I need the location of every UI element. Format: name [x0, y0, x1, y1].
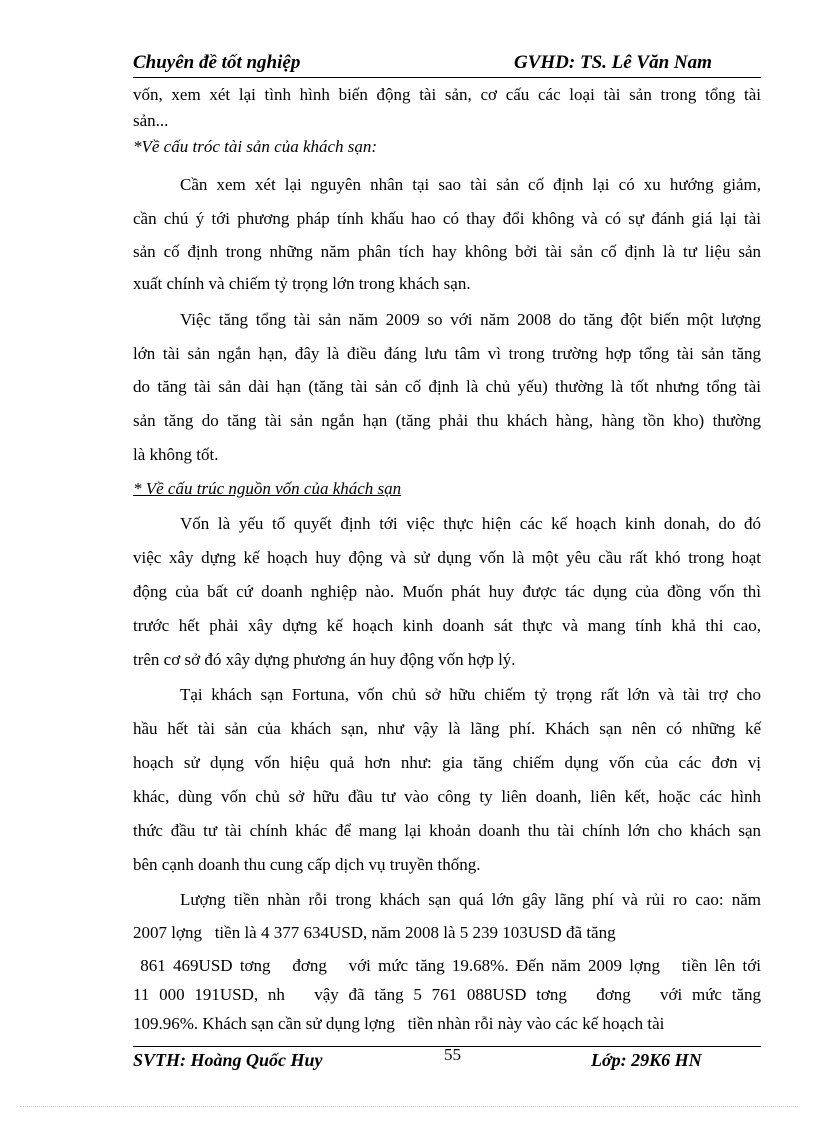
body-line: là không tốt.: [133, 445, 219, 464]
footer-student: SVTH: Hoàng Quốc Huy: [133, 1050, 323, 1070]
body-line: cần chú ý tới phương pháp tính khấu hao có thay đổi không và có sự đánh giá lại tài: [133, 209, 761, 228]
footer-class: Lớp: 29K6 HN: [591, 1050, 702, 1070]
body-line: Lượng tiền nhàn rỗi trong khách sạn quá lớn gây lãng phí và rủi ro cao: năm: [180, 890, 761, 909]
page-bottom-dotted-border: [20, 1106, 796, 1107]
body-line: việc xây dựng kế hoạch huy động và sử dụng vốn là một yêu cầu rất khó trong hoạt: [133, 548, 761, 567]
body-line: 11 000 191USD, nh vậy đã tăng 5 761 088USD tơng đơng với mức tăng: [133, 985, 761, 1004]
body-line: khác, dùng vốn chủ sở hữu đầu tư vào công ty liên doanh, liên kết, hoặc các hình: [133, 787, 761, 806]
section-heading: * Về cấu trúc nguồn vốn của khách sạn: [133, 479, 402, 498]
body-line: xuất chính và chiếm tỷ trọng lớn trong khách sạn.: [133, 274, 471, 293]
header-advisor: GVHD: TS. Lê Văn Nam: [514, 52, 712, 73]
header-title: Chuyên đề tốt nghiệp: [133, 52, 301, 73]
body-line: vốn, xem xét lại tình hình biến động tài sản, cơ cấu các loại tài sản trong tổng tài: [133, 85, 761, 104]
body-line: sản cố định trong những năm phân tích hay không bởi tài sản cố định là tư liệu sản: [133, 242, 761, 261]
body-line: trên cơ sở đó xây dựng phương án huy động vốn hợp lý.: [133, 650, 516, 669]
body-line: sản tăng do tăng tài sản ngắn hạn (tăng phải thu khách hàng, hàng tồn kho) thường: [133, 411, 761, 430]
body-line: Việc tăng tổng tài sản năm 2009 so với năm 2008 do tăng đột biến một lượng: [180, 310, 761, 329]
body-line: bên cạnh doanh thu cung cấp dịch vụ truyền thống.: [133, 855, 481, 874]
body-line: Vốn là yếu tố quyết định tới việc thực hiện các kế hoạch kinh donah, do đó: [180, 514, 761, 533]
body-line: lớn tài sản ngắn hạn, đây là điều đáng lưu tâm vì trong trường hợp tổng tài sản tăng: [133, 344, 761, 363]
body-line: hầu hết tài sản của khách sạn, như vậy là lãng phí. Khách sạn nên có những kế: [133, 719, 761, 738]
body-line: 109.96%. Khách sạn cần sử dụng lợng tiền nhàn rỗi này vào các kế hoạch tài: [133, 1014, 665, 1033]
body-line: Cần xem xét lại nguyên nhân tại sao tài sản cố định lại có xu hướng giảm,: [180, 175, 761, 194]
body-line: Tại khách sạn Fortuna, vốn chủ sở hữu chiếm tỷ trọng rất lớn và tài trợ cho: [180, 685, 761, 704]
header-divider: [133, 77, 761, 78]
body-line: thức đầu tư tài chính khác để mang lại khoản doanh thu tài chính lớn cho khách sạn: [133, 821, 761, 840]
body-line: 861 469USD tơng đơng với mức tăng 19.68%. Đến năm 2009 lợng tiền lên tới: [133, 956, 761, 975]
body-line: động của bất cứ doanh nghiệp nào. Muốn phát huy được tác dụng của đồng vốn thì: [133, 582, 761, 601]
body-line: 2007 lợng tiền là 4 377 634USD, năm 2008 là 5 239 103USD đã tăng: [133, 923, 616, 942]
body-line: do tăng tài sản dài hạn (tăng tài sản cố định là chủ yếu) thường là tốt nhưng tổng tài: [133, 377, 761, 396]
page-number: 55: [444, 1045, 461, 1064]
body-line: sản...: [133, 111, 169, 130]
body-line: hoạch sử dụng vốn hiệu quả hơn như: gia tăng chiếm dụng vốn của các đơn vị: [133, 753, 761, 772]
section-heading: *Về cấu tróc tài sản của khách sạn:: [133, 137, 378, 156]
body-line: trước hết phải xây dựng kế hoạch kinh doanh sát thực và mang tính khả thi cao,: [133, 616, 761, 635]
